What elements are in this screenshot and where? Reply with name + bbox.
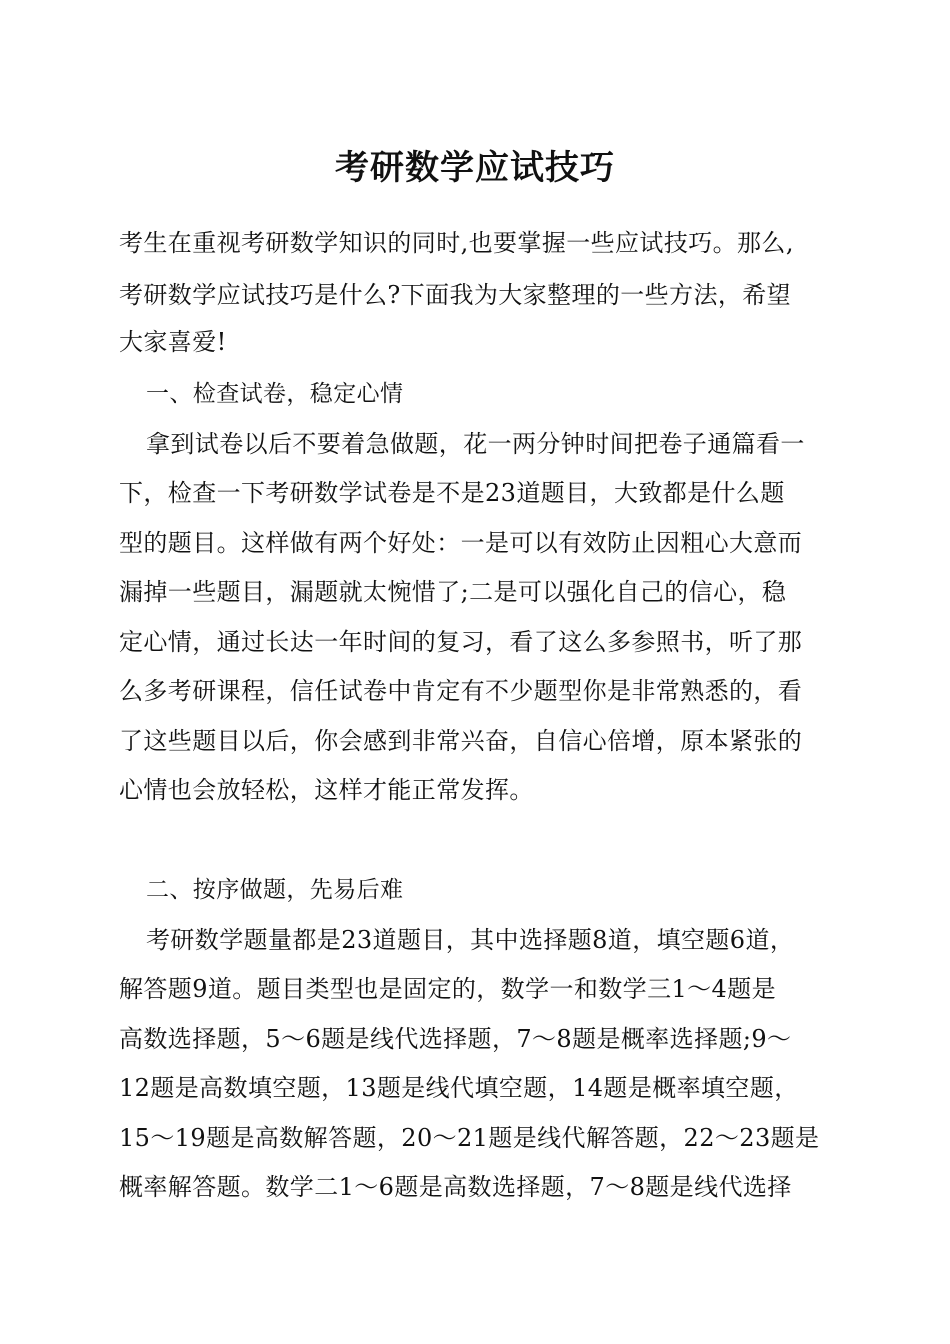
document-title: 考研数学应试技巧 (335, 148, 615, 188)
section1-line-6: 么多考研课程，信任试卷中肯定有不少题型你是非常熟悉的，看 (119, 677, 803, 705)
section-heading-2: 二、按序做题，先易后难 (146, 877, 404, 903)
section-heading-1: 一、检查试卷，稳定心情 (146, 381, 404, 407)
section1-line-4: 漏掉一些题目，漏题就太惋惜了;二是可以强化自己的信心，稳 (119, 578, 787, 606)
section2-line-3: 高数选择题，5～6题是线代选择题，7～8题是概率选择题;9～ (119, 1025, 792, 1053)
section1-line-1: 拿到试卷以后不要着急做题，花一两分钟时间把卷子通篇看一 (146, 430, 805, 458)
section2-line-1: 考研数学题量都是23道题目，其中选择题8道，填空题6道， (146, 926, 795, 954)
intro-line-1: 考生在重视考研数学知识的同时,也要掌握一些应试技巧。那么, (119, 229, 794, 257)
section1-line-5: 定心情，通过长达一年时间的复习，看了这么多参照书，听了那 (119, 628, 803, 656)
intro-line-2: 考研数学应试技巧是什么?下面我为大家整理的一些方法，希望 (119, 281, 792, 309)
section1-line-3: 型的题目。这样做有两个好处：一是可以有效防止因粗心大意而 (119, 529, 803, 557)
section1-line-7: 了这些题目以后，你会感到非常兴奋，自信心倍增，原本紧张的 (119, 727, 803, 755)
intro-line-3: 大家喜爱! (119, 328, 227, 356)
section2-line-5: 15～19题是高数解答题，20～21题是线代解答题，22～23题是 (119, 1124, 820, 1152)
section2-line-4: 12题是高数填空题，13题是线代填空题，14题是概率填空题， (119, 1074, 799, 1102)
section1-line-2: 下，检查一下考研数学试卷是不是23道题目，大致都是什么题 (119, 479, 785, 507)
section2-line-2: 解答题9道。题目类型也是固定的，数学一和数学三1～4题是 (119, 975, 777, 1003)
section2-line-6: 概率解答题。数学二1～6题是高数选择题，7～8题是线代选择 (119, 1173, 792, 1201)
section1-line-8: 心情也会放轻松，这样才能正常发挥。 (119, 776, 534, 804)
